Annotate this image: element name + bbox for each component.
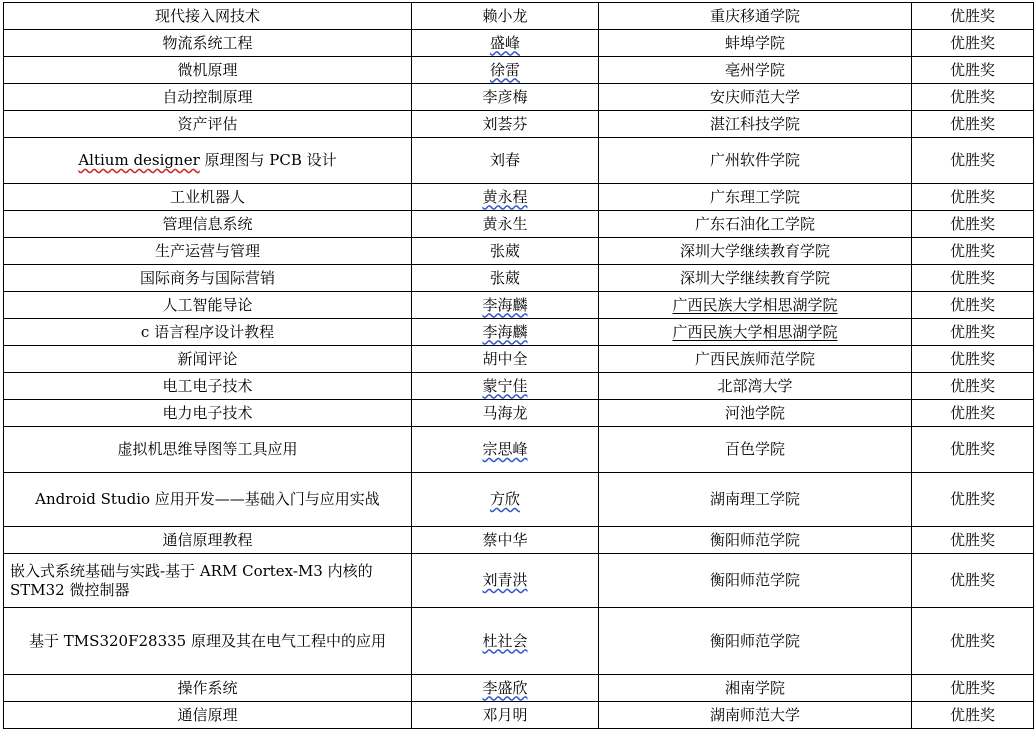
author-cell: 刘春 xyxy=(412,138,599,184)
course-cell: 通信原理 xyxy=(4,702,412,729)
author-name: 方欣 xyxy=(489,490,520,508)
award-cell: 优胜奖 xyxy=(912,292,1034,319)
course-cell: 嵌入式系统基础与实践-基于 ARM Cortex-M3 内核的 STM32 微控制器 xyxy=(4,554,412,608)
table-row xyxy=(4,3,1034,30)
table-row xyxy=(4,427,1034,473)
award-cell: 优胜奖 xyxy=(912,57,1034,84)
school-cell: 湖南理工学院 xyxy=(599,473,912,527)
course-cell: c 语言程序设计教程 xyxy=(4,319,412,346)
author-cell xyxy=(412,319,599,346)
author-name: 盛峰 xyxy=(489,33,520,52)
course-name-prefix: Altium designer xyxy=(78,151,200,169)
award-cell: 优胜奖 xyxy=(912,675,1034,702)
author-name: 宗思峰 xyxy=(482,440,528,458)
award-cell: 优胜奖 xyxy=(912,346,1034,373)
author-name: 李海麟 xyxy=(482,322,528,341)
school-cell: 重庆移通学院 xyxy=(599,3,912,30)
course-cell: 现代接入网技术 xyxy=(4,3,412,30)
table-row xyxy=(4,30,1034,57)
school-cell xyxy=(599,292,912,319)
award-cell: 优胜奖 xyxy=(912,319,1034,346)
author-cell xyxy=(412,608,599,675)
school-cell xyxy=(599,319,912,346)
table-row xyxy=(4,675,1034,702)
award-cell: 优胜奖 xyxy=(912,473,1034,527)
award-cell: 优胜奖 xyxy=(912,3,1034,30)
table-row xyxy=(4,346,1034,373)
table-row xyxy=(4,184,1034,211)
school-cell: 衡阳师范学院 xyxy=(599,527,912,554)
course-cell: Android Studio 应用开发——基础入门与应用实战 xyxy=(4,473,412,527)
author-cell xyxy=(412,30,599,57)
table-row xyxy=(4,211,1034,238)
author-cell xyxy=(412,373,599,400)
school-cell: 河池学院 xyxy=(599,400,912,427)
school-cell: 广州软件学院 xyxy=(599,138,912,184)
table-row xyxy=(4,292,1034,319)
award-cell: 优胜奖 xyxy=(912,211,1034,238)
author-cell: 邓月明 xyxy=(412,702,599,729)
school-cell: 广西民族师范学院 xyxy=(599,346,912,373)
author-cell: 张葳 xyxy=(412,265,599,292)
course-cell: 虚拟机思维导图等工具应用 xyxy=(4,427,412,473)
course-cell: 生产运营与管理 xyxy=(4,238,412,265)
author-name: 李海麟 xyxy=(482,295,528,314)
award-cell: 优胜奖 xyxy=(912,30,1034,57)
course-cell: 物流系统工程 xyxy=(4,30,412,57)
course-cell: 工业机器人 xyxy=(4,184,412,211)
award-cell: 优胜奖 xyxy=(912,184,1034,211)
author-cell xyxy=(412,57,599,84)
author-cell: 李彦梅 xyxy=(412,84,599,111)
award-cell: 优胜奖 xyxy=(912,554,1034,608)
course-cell: 基于 TMS320F28335 原理及其在电气工程中的应用 xyxy=(4,608,412,675)
school-cell: 百色学院 xyxy=(599,427,912,473)
author-cell xyxy=(412,184,599,211)
course-cell: 电工电子技术 xyxy=(4,373,412,400)
table-row xyxy=(4,84,1034,111)
author-cell: 刘荟芬 xyxy=(412,111,599,138)
course-name-rest: 原理图与 PCB 设计 xyxy=(199,151,337,169)
author-cell xyxy=(412,554,599,608)
table-row xyxy=(4,473,1034,527)
award-table xyxy=(3,2,1034,729)
school-cell: 深圳大学继续教育学院 xyxy=(599,238,912,265)
course-cell: 通信原理教程 xyxy=(4,527,412,554)
course-cell: 管理信息系统 xyxy=(4,211,412,238)
author-cell: 黄永生 xyxy=(412,211,599,238)
course-cell: 自动控制原理 xyxy=(4,84,412,111)
school-cell: 蚌埠学院 xyxy=(599,30,912,57)
school-cell: 湘南学院 xyxy=(599,675,912,702)
course-cell: 新闻评论 xyxy=(4,346,412,373)
award-cell: 优胜奖 xyxy=(912,702,1034,729)
author-cell: 张葳 xyxy=(412,238,599,265)
award-cell: 优胜奖 xyxy=(912,400,1034,427)
school-name: 广西民族大学相思湖学院 xyxy=(672,322,838,341)
table-row xyxy=(4,265,1034,292)
author-cell: 马海龙 xyxy=(412,400,599,427)
school-cell: 广东理工学院 xyxy=(599,184,912,211)
table-row xyxy=(4,373,1034,400)
author-name: 徐雷 xyxy=(489,60,520,79)
author-cell: 胡中全 xyxy=(412,346,599,373)
school-name: 广西民族大学相思湖学院 xyxy=(672,295,838,314)
course-cell: 操作系统 xyxy=(4,675,412,702)
table-row xyxy=(4,527,1034,554)
author-cell xyxy=(412,473,599,527)
author-cell xyxy=(412,292,599,319)
award-cell: 优胜奖 xyxy=(912,608,1034,675)
award-cell: 优胜奖 xyxy=(912,265,1034,292)
award-cell: 优胜奖 xyxy=(912,373,1034,400)
award-cell: 优胜奖 xyxy=(912,111,1034,138)
table-row xyxy=(4,57,1034,84)
author-name: 蒙宁佳 xyxy=(482,376,528,395)
course-cell: 人工智能导论 xyxy=(4,292,412,319)
award-cell: 优胜奖 xyxy=(912,527,1034,554)
table-row xyxy=(4,554,1034,608)
school-cell: 广东石油化工学院 xyxy=(599,211,912,238)
school-cell: 衡阳师范学院 xyxy=(599,554,912,608)
course-cell: 资产评估 xyxy=(4,111,412,138)
author-name: 杜社会 xyxy=(482,631,528,650)
table-row xyxy=(4,238,1034,265)
course-cell: 国际商务与国际营销 xyxy=(4,265,412,292)
author-cell xyxy=(412,675,599,702)
school-cell: 北部湾大学 xyxy=(599,373,912,400)
table-row xyxy=(4,319,1034,346)
school-cell: 深圳大学继续教育学院 xyxy=(599,265,912,292)
author-cell: 赖小龙 xyxy=(412,3,599,30)
course-cell: 电力电子技术 xyxy=(4,400,412,427)
award-cell: 优胜奖 xyxy=(912,84,1034,111)
table-row xyxy=(4,111,1034,138)
author-name: 黄永程 xyxy=(482,187,528,206)
table-row xyxy=(4,702,1034,729)
author-cell: 蔡中华 xyxy=(412,527,599,554)
course-cell xyxy=(4,138,412,184)
school-cell: 安庆师范大学 xyxy=(599,84,912,111)
school-cell: 湛江科技学院 xyxy=(599,111,912,138)
table-row xyxy=(4,400,1034,427)
award-cell: 优胜奖 xyxy=(912,427,1034,473)
course-cell: 微机原理 xyxy=(4,57,412,84)
school-cell: 亳州学院 xyxy=(599,57,912,84)
table-row xyxy=(4,138,1034,184)
table-row xyxy=(4,608,1034,675)
school-cell: 湖南师范大学 xyxy=(599,702,912,729)
author-cell xyxy=(412,427,599,473)
award-cell: 优胜奖 xyxy=(912,238,1034,265)
author-name: 刘青洪 xyxy=(482,571,528,589)
award-cell: 优胜奖 xyxy=(912,138,1034,184)
author-name: 李盛欣 xyxy=(482,678,528,697)
school-cell: 衡阳师范学院 xyxy=(599,608,912,675)
